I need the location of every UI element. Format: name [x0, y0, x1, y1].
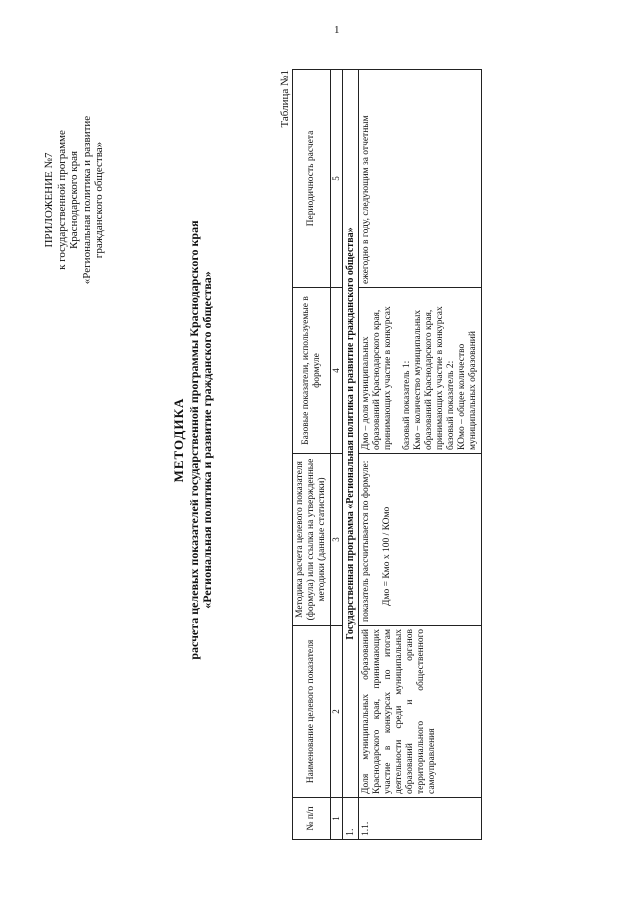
base-line: Дмо – доля муниципальных образований Краснодарского края, принимающих участие в конкурсах: [361, 306, 393, 450]
appendix-line: гражданского общества»: [93, 141, 105, 259]
base-line: базовый показатель 1:: [402, 360, 412, 450]
formula: Дмо = Кмо х 100 / КОмо: [382, 506, 392, 606]
title-main: МЕТОДИКА: [171, 397, 186, 483]
table-label: Таблица №1: [279, 70, 291, 128]
methodology-table: [292, 69, 482, 840]
indicator-name: Доля муниципальных образований Краснодарского края, принимающих участие в конкурсах по итогам деятельности среди муниципальных образований и органов территориального общественного самоуправления: [359, 626, 482, 798]
table-header-row: [293, 70, 331, 840]
base-line: Кмо – количество муниципальных образований Краснодарского края, принимающих участие в конкурсах: [413, 306, 445, 450]
section-number: 1.: [343, 798, 359, 840]
column-number-row: [331, 70, 343, 840]
document-title: [172, 60, 215, 820]
base-gap: [394, 291, 402, 450]
section-row: [343, 70, 359, 840]
appendix-line: к государственной программе: [55, 130, 68, 270]
header-cell: № п/п: [293, 798, 331, 840]
row-number: 1.1.: [359, 798, 482, 840]
appendix-line: ПРИЛОЖЕНИЕ №7: [43, 152, 55, 248]
header-cell: Методика расчета целевого показателя (формула) или ссылка на утвержденные методики (данные статистики): [293, 454, 331, 626]
rotated-landscape-sheet: [20, 40, 620, 860]
column-number: 2: [331, 626, 343, 798]
column-number: 5: [331, 70, 343, 288]
base-indicators-cell: [359, 288, 482, 454]
method-cell: [359, 454, 482, 626]
table-row: [359, 70, 482, 840]
method-text: показатель рассчитывается по формуле:: [361, 460, 371, 622]
base-line: КОмо – общее количество муниципальных образований: [457, 331, 478, 450]
section-title: Государственная программа «Региональная политика и развитие гражданского общества»: [343, 70, 359, 798]
column-number: 1: [331, 798, 343, 840]
base-line: базовый показатель 2:: [446, 360, 456, 450]
title-line: «Региональная политика и развитие гражданского общества»: [200, 271, 214, 609]
period-cell: ежегодно в году, следующим за отчетным: [359, 70, 482, 288]
page-number: 1: [334, 24, 340, 36]
appendix-block: [43, 70, 106, 330]
column-number: 4: [331, 288, 343, 454]
appendix-line: «Региональная политика и развитие: [80, 115, 93, 285]
header-cell: Наименование целевого показателя: [293, 626, 331, 798]
header-cell: Базовые показатели, используемые в формуле: [293, 288, 331, 454]
appendix-line: Краснодарского края: [68, 150, 80, 250]
column-number: 3: [331, 454, 343, 626]
title-line: расчета целевых показателей государственной программы Краснодарского края: [186, 220, 201, 660]
header-cell: Периодичность расчета: [293, 70, 331, 288]
